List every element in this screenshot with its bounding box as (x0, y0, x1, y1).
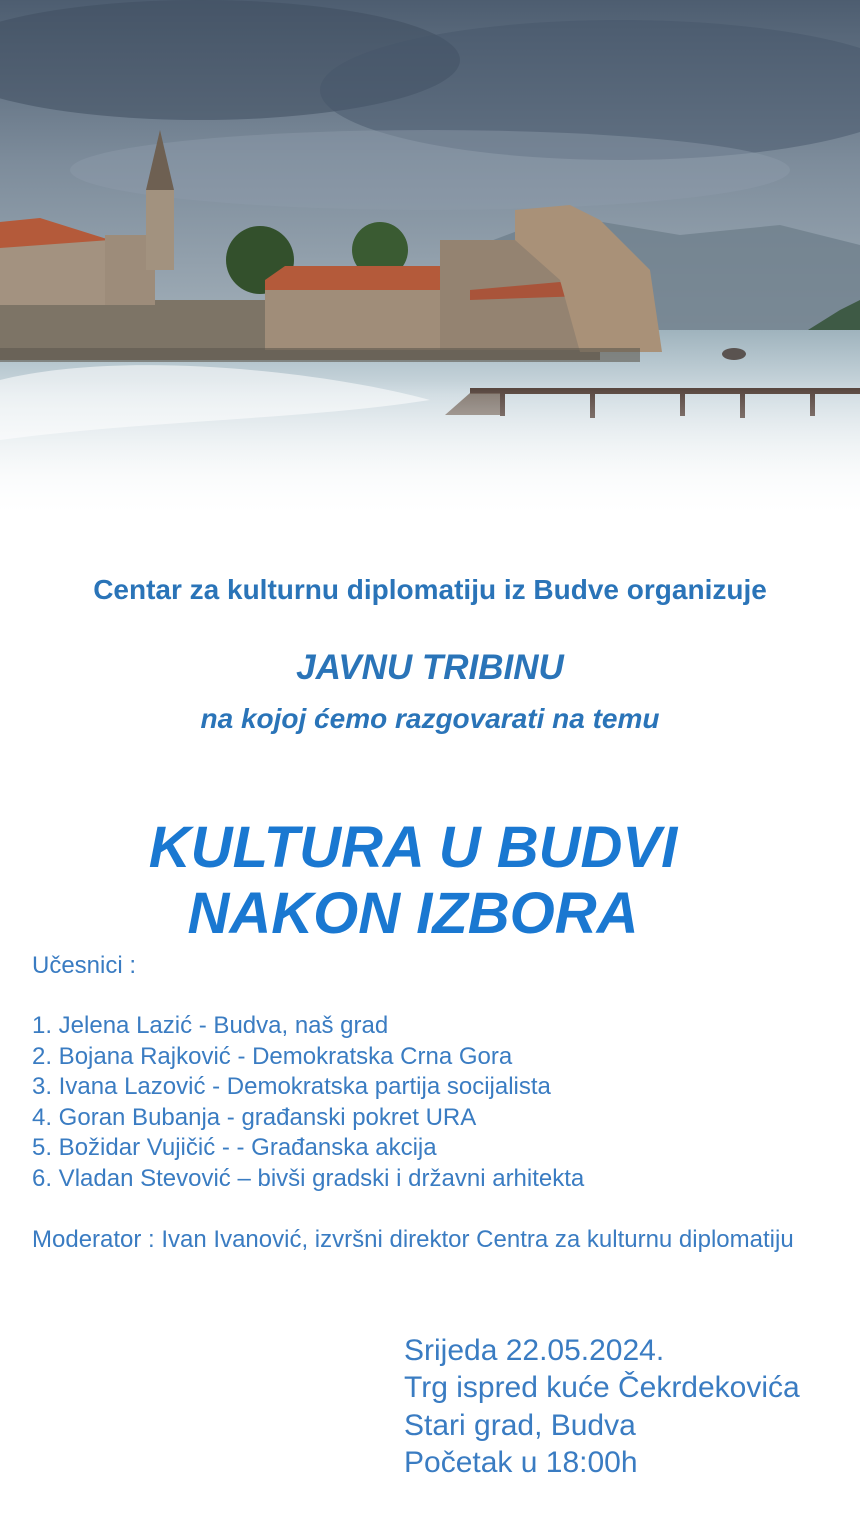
event-subtitle: na kojoj ćemo razgovarati na temu (200, 703, 660, 734)
event-type-heading: JAVNU TRIBINU (296, 648, 564, 687)
topic-title (0, 815, 826, 947)
participant-item: 3. Ivana Lazović - Demokratska partija socijalista (32, 1073, 551, 1100)
event-area: Stari grad, Budva (404, 1408, 636, 1442)
participant-item: 5. Božidar Vujičić - - Građanska akcija (32, 1134, 437, 1161)
organizer-line: Centar za kulturnu diplomatiju iz Budve organizuje (93, 574, 767, 605)
participants-list (32, 1011, 584, 1194)
participant-item: 6. Vladan Stevović – bivši gradski i državni arhitekta (32, 1164, 585, 1192)
event-start-time: Početak u 18:00h (404, 1445, 638, 1479)
event-date: Srijeda 22.05.2024. (404, 1334, 665, 1367)
moderator-line: Moderator : Ivan Ivanović, izvršni direktor Centra za kulturnu diplomatiju (32, 1226, 794, 1253)
topic-title-line-1: KULTURA U BUDVI (148, 815, 678, 880)
participant-item: 1. Jelena Lazić - Budva, naš grad (32, 1012, 389, 1039)
participant-item: 2. Bojana Rajković - Demokratska Crna Gora (32, 1042, 513, 1070)
participant-item: 4. Goran Bubanja - građanski pokret URA (32, 1103, 477, 1131)
event-place: Trg ispred kuće Čekrdekovića (404, 1371, 800, 1405)
hero-photo (0, 0, 860, 520)
event-info (404, 1332, 800, 1481)
participants-heading: Učesnici : (32, 952, 137, 979)
topic-title-line-2: NAKON IZBORA (187, 881, 639, 946)
